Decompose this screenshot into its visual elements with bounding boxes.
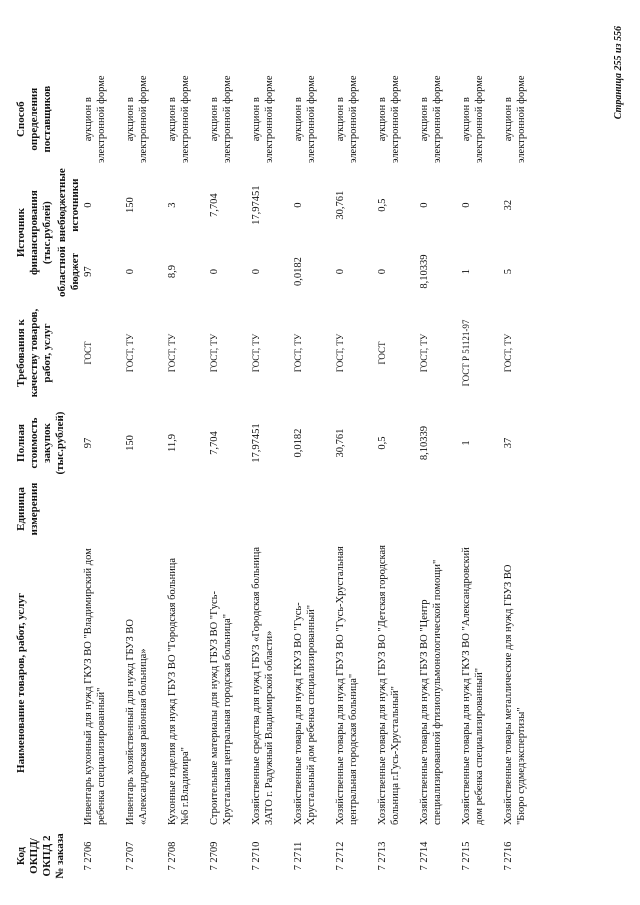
row-method: аукцион в электронной форме: [335, 75, 359, 163]
table-row: [82, 72, 124, 885]
row-code: 7 2712: [335, 841, 347, 871]
row-unit: [124, 479, 166, 539]
table-row: [460, 72, 502, 885]
row-method: аукцион в электронной форме: [419, 75, 443, 163]
row-funding-extra: 3: [167, 202, 179, 208]
row-method: аукцион в электронной форме: [251, 75, 275, 163]
row-name: Хозяйственные товары для нужд ГБУЗ ВО "Детская городская больница г.Гусь-Хрустальный": [377, 545, 401, 825]
col-header-unit: Единица измерения: [15, 482, 40, 536]
table-row: [208, 72, 250, 885]
col-header-funding-extra: внебюджетные источники: [55, 168, 81, 243]
row-unit: [334, 479, 376, 539]
row-unit: [460, 479, 502, 539]
col-header-funding: Источник финансирования (тыс.рублей): [15, 190, 53, 275]
row-funding-regional: 0: [335, 268, 347, 275]
row-code: 7 2715: [461, 841, 473, 871]
row-unit: [502, 479, 544, 539]
table-row: [502, 72, 544, 885]
row-funding-regional: 5: [503, 268, 515, 275]
row-name: Хозяйственные средства для нужд ГБУЗ «Городская больница ЗАТО г. Радужный Владимирской области»: [251, 546, 275, 825]
row-method: аукцион в электронной форме: [461, 75, 485, 163]
row-quality: ГОСТ, ТУ: [503, 333, 514, 373]
table-row: [334, 72, 376, 885]
row-code: 7 2716: [503, 841, 515, 871]
row-method: аукцион в электронной форме: [125, 75, 149, 163]
row-funding-regional: 97: [83, 266, 95, 277]
row-code: 7 2706: [83, 841, 95, 871]
table-body: [82, 72, 544, 885]
row-code: 7 2707: [125, 841, 137, 871]
table-row: [376, 72, 418, 885]
row-total-cost: 30,761: [335, 428, 347, 458]
row-quality: ГОСТ, ТУ: [209, 333, 220, 373]
row-name: Инвентарь кухонный для нужд ГКУЗ ВО "Владимирский дом ребенка специализированный": [83, 548, 107, 825]
row-funding-extra: 30,761: [335, 190, 347, 220]
row-total-cost: 7,704: [209, 431, 221, 455]
row-quality: ГОСТ, ТУ: [251, 333, 262, 373]
row-total-cost: 150: [125, 435, 137, 451]
row-funding-extra: 0: [293, 202, 305, 208]
row-code: 7 2708: [167, 841, 179, 871]
row-funding-regional: 0: [209, 268, 221, 275]
row-quality: ГОСТ, ТУ: [167, 333, 178, 373]
row-unit: [418, 479, 460, 539]
row-method: аукцион в электронной форме: [209, 75, 233, 163]
row-funding-regional: 0: [125, 268, 137, 275]
procurement-table: [14, 72, 544, 885]
row-funding-regional: 0,0182: [293, 257, 305, 287]
row-name: Хозяйственные товары металлические для нужд ГБУЗ ВО "Бюро судмедэкспертизы": [503, 564, 527, 825]
row-method: аукцион в электронной форме: [503, 75, 527, 163]
row-funding-regional: 8,9: [167, 265, 179, 279]
row-method: аукцион в электронной форме: [377, 75, 401, 163]
row-unit: [166, 479, 208, 539]
table-row: [250, 72, 292, 885]
row-funding-extra: 0,5: [377, 198, 389, 212]
table-row: [166, 72, 208, 885]
row-total-cost: 97: [83, 437, 95, 449]
row-total-cost: 8,10339: [419, 425, 431, 461]
row-total-cost: 1: [461, 440, 473, 446]
row-funding-extra: 150: [125, 197, 137, 214]
row-total-cost: 17,97451: [251, 423, 263, 463]
row-code: 7 2710: [251, 841, 263, 871]
row-unit: [82, 479, 124, 539]
row-method: аукцион в электронной форме: [167, 75, 191, 163]
row-name: Инвентарь хозяйственный для нужд ГБУЗ ВО «Александровская районная больница»: [125, 619, 149, 825]
row-method: аукцион в электронной форме: [293, 75, 317, 163]
row-quality: ГОСТ Р 51121-97: [461, 319, 472, 387]
col-header-code: Код ОКПД/ ОКПД 2 № заказа: [15, 833, 66, 879]
col-header-total-cost: Полная стоимость закупок (тыс.рублей): [15, 411, 66, 475]
row-unit: [250, 479, 292, 539]
row-total-cost: 0,5: [377, 436, 389, 450]
col-header-funding-regional: областной бюджет: [55, 246, 81, 297]
row-total-cost: 0,0182: [293, 428, 305, 458]
row-name: Строительные материалы для нужд ГБУЗ ВО "Гусь-Хрустальная центральная городская больница": [209, 591, 233, 825]
row-code: 7 2709: [209, 841, 221, 871]
row-unit: [208, 479, 250, 539]
col-header-name: Наименование товаров, работ, услуг: [15, 593, 27, 773]
row-funding-extra: 0: [461, 202, 473, 208]
row-funding-regional: 8,10339: [419, 254, 431, 289]
row-unit: [292, 479, 334, 539]
row-name: Хозяйственные товары для нужд ГКУЗ ВО "Александровский дом ребенка специализированный": [461, 547, 485, 825]
row-funding-extra: 0: [419, 202, 431, 208]
row-unit: [376, 479, 418, 539]
table-row: [418, 72, 460, 885]
row-code: 7 2713: [377, 841, 389, 871]
col-header-method: Способ определения поставщиков: [15, 85, 53, 153]
row-funding-extra: 17,97451: [251, 185, 263, 225]
row-funding-extra: 0: [83, 202, 95, 208]
row-funding-extra: 32: [503, 199, 515, 211]
row-name: Хозяйственные товары для нужд ГБУЗ ВО "Центр специализированной фтизиопульмонологической помощи": [419, 559, 443, 825]
row-name: Кухонные изделия для нужд ГБУЗ ВО "Городская больница №6 г.Владимира": [167, 557, 191, 825]
row-name: Хозяйственные товары для нужд ГКУЗ ВО "Гусь-Хрустальный дом ребенка специализированный": [293, 602, 317, 825]
row-method: аукцион в электронной форме: [83, 75, 107, 163]
row-quality: ГОСТ, ТУ: [335, 333, 346, 373]
row-total-cost: 11,9: [167, 434, 179, 452]
row-quality: ГОСТ: [83, 341, 94, 365]
row-quality: ГОСТ, ТУ: [293, 333, 304, 373]
row-name: Хозяйственные товары для нужд ГБУЗ ВО "Гусь-Хрустальная центральная городская больница": [335, 546, 359, 825]
row-code: 7 2711: [293, 841, 305, 871]
row-code: 7 2714: [419, 841, 431, 871]
row-funding-regional: 0: [377, 268, 389, 275]
row-quality: ГОСТ, ТУ: [125, 333, 136, 373]
row-funding-regional: 0: [251, 268, 263, 275]
row-funding-extra: 7,704: [209, 193, 221, 217]
col-header-quality: Требования к качеству товаров, работ, услуг: [15, 308, 53, 398]
row-total-cost: 37: [503, 437, 515, 449]
table-row: [124, 72, 166, 885]
row-funding-regional: 1: [461, 268, 473, 275]
row-quality: ГОСТ, ТУ: [419, 333, 430, 373]
page-number: Страница 255 из 556: [613, 26, 624, 120]
row-quality: ГОСТ: [377, 341, 388, 365]
table-row: [292, 72, 334, 885]
